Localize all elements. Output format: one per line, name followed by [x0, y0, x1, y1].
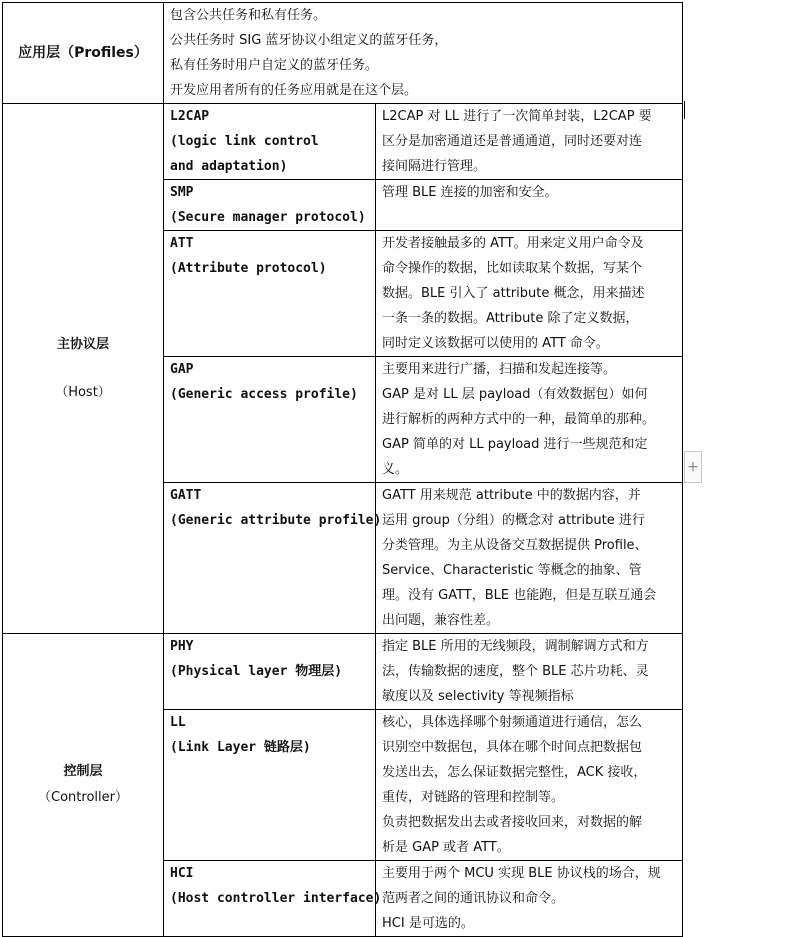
desc-line: 核心，具体选择哪个射频通道进行通信，怎么: [382, 715, 643, 730]
desc-line: 负责把数据发出去或者接收回来，对数据的解: [382, 815, 643, 830]
protocol-name: [164, 710, 376, 861]
desc-line: 数据。BLE 引入了 attribute 概念，用来描述: [382, 286, 645, 301]
controller-layer-title: [3, 634, 164, 937]
desc-line: 同时定义该数据可以使用的 ATT 命令。: [382, 336, 609, 351]
ble-protocol-table: [2, 2, 683, 937]
desc-line: 一条一条的数据。Attribute 除了定义数据，: [382, 311, 639, 326]
protocol-abbr: GAP: [170, 362, 194, 377]
protocol-name: [164, 483, 382, 634]
app-layer-line: 开发应用者所有的任务应用就是在这个层。: [170, 83, 418, 98]
desc-line: 法，传输数据的速度，整个 BLE 芯片功耗、灵: [382, 664, 649, 679]
protocol-desc: [376, 104, 683, 180]
desc-line: 识别空中数据包，具体在哪个时间点把数据包: [382, 740, 643, 755]
host-layer-title-cn: 主协议层: [56, 336, 109, 352]
desc-line: GAP 是对 LL 层 payload（有效数据包）如何: [382, 387, 648, 402]
app-layer-line: 公共任务时 SIG 蓝牙协议小组定义的蓝牙任务，: [170, 33, 448, 48]
desc-line: 义。: [382, 462, 409, 477]
desc-line: 主要用来进行广播，扫描和发起连接等。: [382, 362, 617, 377]
desc-line: 运用 group（分组）的概念对 attribute 进行: [382, 513, 645, 528]
host-layer-title: [3, 104, 164, 634]
desc-line: 主要用于两个 MCU 实现 BLE 协议栈的场合，规: [382, 866, 661, 881]
protocol-abbr: HCI: [170, 866, 194, 881]
protocol-name: [164, 861, 382, 937]
desc-line: GAP 简单的对 LL payload 进行一些规范和定: [382, 437, 648, 452]
desc-line: 析是 GAP 或者 ATT。: [382, 840, 510, 855]
protocol-desc: [376, 231, 683, 357]
protocol-name: [164, 357, 376, 483]
app-layer-line: 包含公共任务和私有任务。: [170, 8, 327, 23]
desc-line: GATT 用来规范 attribute 中的数据内容，并: [382, 488, 641, 503]
protocol-abbr: LL: [170, 715, 186, 730]
controller-row-phy: [3, 634, 683, 710]
desc-line: 重传，对链路的管理和控制等。: [382, 790, 565, 805]
protocol-abbr: L2CAP: [170, 109, 210, 124]
protocol-full-name: (Attribute protocol): [170, 261, 327, 276]
protocol-full-name: (Physical layer 物理层): [170, 664, 343, 679]
desc-line: 范两者之间的通讯协议和命令。: [382, 891, 565, 906]
desc-line: 出问题，兼容性差。: [382, 613, 500, 628]
protocol-desc: [376, 634, 683, 710]
protocol-full-name: (logic link control: [170, 134, 319, 149]
app-layer-line: 私有任务时用户自定义的蓝牙任务。: [170, 58, 379, 73]
controller-layer-title-cn: 控制层: [63, 764, 103, 779]
host-layer-title-en: （Host）: [55, 384, 111, 400]
protocol-desc: [376, 180, 683, 231]
desc-line: 理。没有 GATT，BLE 也能跑，但是互联互通会: [382, 588, 657, 603]
desc-line: 敏度以及 selectivity 等视频指标: [382, 689, 574, 704]
protocol-full-name: (Generic attribute profile): [170, 513, 382, 528]
desc-line: 分类管理。为主从设备交互数据提供 Profile、: [382, 538, 648, 553]
protocol-desc: [376, 483, 683, 634]
desc-line: 进行解析的两种方式中的一种，最简单的那种。: [382, 412, 656, 427]
protocol-name: [164, 634, 376, 710]
app-layer-title: 应用层（Profiles）: [3, 3, 164, 104]
desc-line: 接间隔进行管理。: [382, 159, 487, 174]
protocol-name: [164, 231, 376, 357]
protocol-full-name: (Generic access profile): [170, 387, 358, 402]
desc-line: Service、Characteristic 等概念的抽象、管: [382, 563, 642, 578]
desc-line: HCI 是可选的。: [382, 916, 474, 931]
protocol-abbr: PHY: [170, 639, 194, 654]
desc-line: 管理 BLE 连接的加密和安全。: [382, 185, 558, 200]
app-layer-row: [3, 3, 683, 104]
desc-line: 指定 BLE 所用的无线频段，调制解调方式和方: [382, 639, 649, 654]
plus-icon[interactable]: +: [684, 451, 702, 483]
protocol-abbr: GATT: [170, 488, 202, 503]
protocol-name: [164, 104, 376, 180]
protocol-full-name: (Link Layer 链路层): [170, 740, 311, 755]
protocol-abbr: SMP: [170, 185, 194, 200]
app-layer-desc: [164, 3, 683, 104]
protocol-desc: [376, 710, 683, 861]
protocol-abbr: ATT: [170, 236, 194, 251]
desc-line: 命令操作的数据，比如读取某个数据，写某个: [382, 261, 643, 276]
protocol-full-name: (Secure manager protocol): [170, 210, 366, 225]
desc-line: L2CAP 对 LL 进行了一次简单封装，L2CAP 要: [382, 109, 652, 124]
protocol-desc: [376, 861, 683, 937]
desc-line: 区分是加密通道还是普通通道，同时还要对连: [382, 134, 643, 149]
desc-line: 发送出去，怎么保证数据完整性，ACK 接收，: [382, 765, 647, 780]
controller-layer-title-en: （Controller）: [38, 790, 128, 805]
protocol-full-name: (Host controller interface): [170, 891, 382, 906]
protocol-name: [164, 180, 376, 231]
protocol-desc: [376, 357, 683, 483]
desc-line: 开发者接触最多的 ATT。用来定义用户命令及: [382, 236, 644, 251]
protocol-full-name: and adaptation): [170, 159, 288, 174]
text-cursor: [684, 101, 685, 119]
host-row-l2cap: [3, 104, 683, 180]
